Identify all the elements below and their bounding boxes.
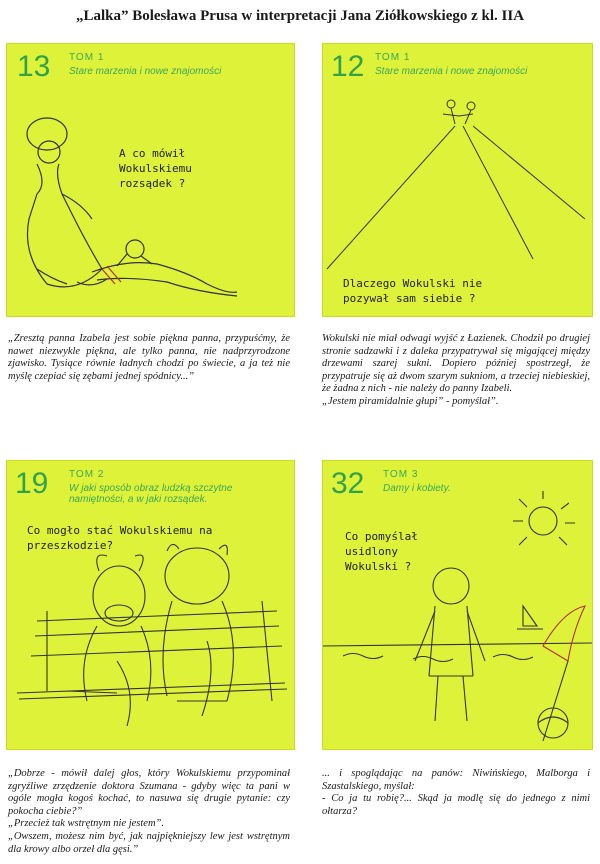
speech-line: pozywał sam siebie ? — [343, 292, 476, 305]
caption-paragraph: „Jestem piramidalnie głupi” - pomyślał”. — [322, 395, 499, 407]
comic-panel-19 — [6, 460, 295, 750]
caption-panel-32 — [322, 768, 590, 818]
caption-panel-13 — [8, 333, 290, 383]
comic-panel-13 — [6, 43, 295, 317]
speech-text — [345, 529, 418, 574]
volume-label: TOM 3 — [383, 469, 419, 480]
speech-text — [119, 146, 192, 191]
panel-number: 12 — [331, 50, 365, 83]
panel-number: 13 — [17, 50, 51, 83]
speech-line: A co mówił — [119, 147, 186, 160]
speech-line: Co pomyślał — [345, 530, 418, 543]
caption-paragraph: ... i spoglądając na panów: Niwińskiego, Malborga i Szastalskiego, myślał: — [322, 768, 590, 792]
chapter-subtitle: Stare marzenia i nowe znajomości — [375, 66, 528, 77]
volume-label: TOM 1 — [375, 52, 411, 63]
chapter-subtitle: Damy i kobiety. — [383, 483, 451, 494]
comic-panel-12 — [322, 43, 593, 317]
caption-panel-19 — [8, 768, 290, 856]
caption-paragraph: - Co ja tu robię?... Skąd ja modlę się do jednego z nimi ołtarza? — [322, 793, 590, 817]
speech-line: Wokulski ? — [345, 560, 412, 573]
caption-paragraph: „Dobrze - mówił dalej głos, który Wokulskiemu przypominał zgryźliwe zrzędzenie doktora Szumana - gdyby więc ta pani w ogóle mogła kogoś kochać, to nasuwa się drugie pytanie: czy pokocha ciebie?” — [8, 768, 290, 817]
speech-line: Wokulskiemu — [119, 162, 192, 175]
chapter-subtitle: Stare marzenia i nowe znajomości — [69, 66, 222, 77]
caption-paragraph: „Owszem, możesz nim być, jak najpiękniejszy lew jest wstrętnym dla krowy albo orzeł dla gęsi.” — [8, 830, 290, 855]
panel-number: 19 — [15, 467, 49, 500]
caption-paragraph: Wokulski nie miał odwagi wyjść z Łazienek. Chodził po drugiej stronie sadzawki i z daleka przypatrywał się migającej między drzewami szarej sukni. Dopiero później spostrzegł, że przypatruje się aż dwom szarym sukniom, a trzeciej niebieskiej, że żadna z nich - nie należy do panny Izabeli. — [322, 333, 590, 395]
speech-line: Co mogło stać Wokulskiemu na przeszkodzie? — [27, 524, 213, 552]
caption-paragraph: „Zresztą panna Izabela jest sobie piękna panna, przypuśćmy, że nawet niezwykle piękna, ale tylko panna, nie nadprzyrodzone zjawisko. Tysiące równie ładnych chodzi po świecie, a ja też nie myślę czepiać się zębami jednej spódnicy...” — [8, 333, 290, 382]
speech-text — [27, 523, 292, 553]
speech-line: Dlaczego Wokulski nie — [343, 277, 483, 290]
comic-panel-32 — [322, 460, 593, 750]
caption-panel-12 — [322, 333, 590, 409]
chapter-subtitle: W jaki sposób obraz ludzką szczytne namiętności, a w jaki rozsądek. — [69, 483, 233, 505]
volume-label: TOM 2 — [69, 469, 105, 480]
volume-label: TOM 1 — [69, 52, 105, 63]
page-title: „Lalka” Bolesława Prusa w interpretacji Jana Ziółkowskiego z kl. IIA — [75, 8, 525, 24]
panel-32-drawing — [323, 461, 592, 749]
caption-paragraph: „Przecież tak wstrętnym nie jestem”. — [8, 818, 165, 830]
speech-text — [343, 276, 482, 306]
speech-line: rozsądek ? — [119, 177, 186, 190]
speech-line: usidlony — [345, 545, 398, 558]
panel-number: 32 — [331, 467, 365, 500]
